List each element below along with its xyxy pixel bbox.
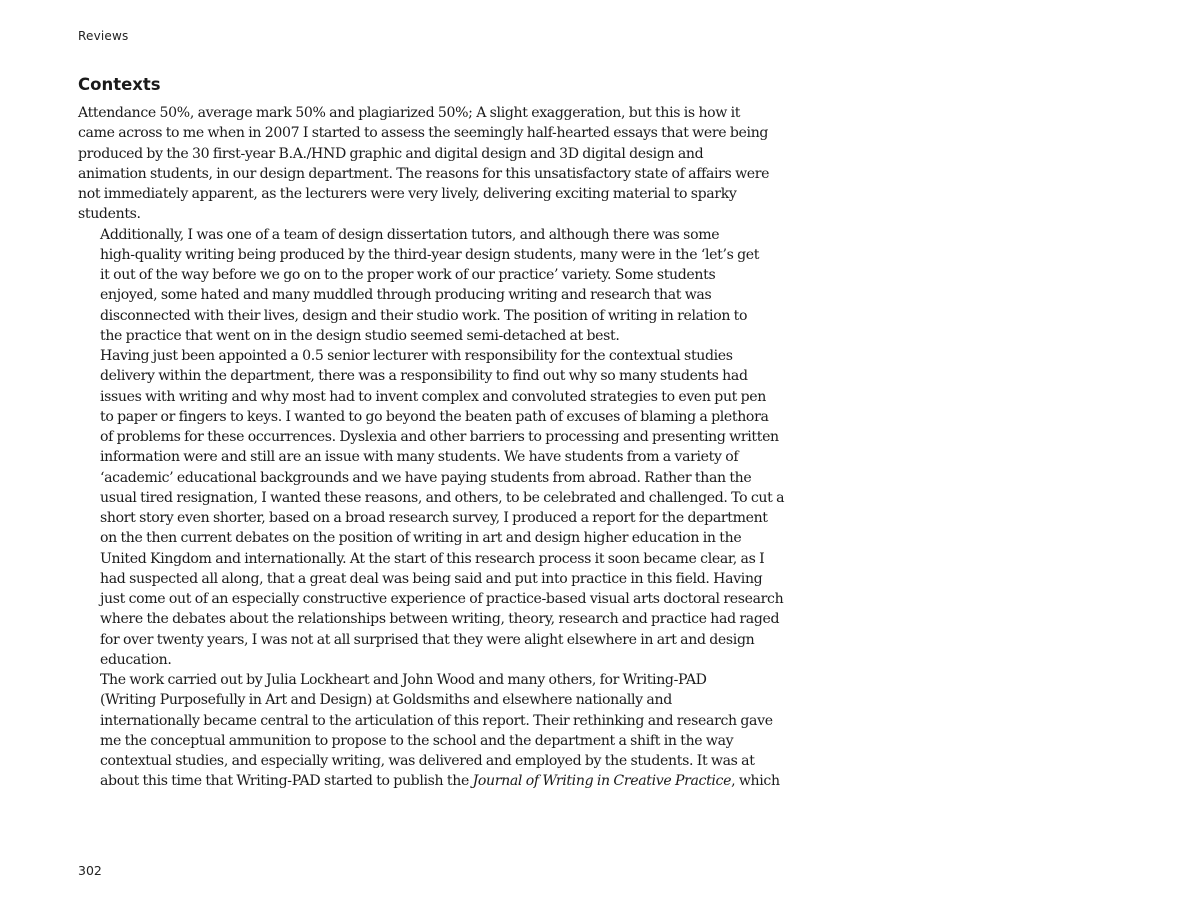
text-line: me the conceptual ammunition to propose to the school and the department a shift in the way xyxy=(100,732,734,749)
text-line-with-journal-title xyxy=(78,771,790,791)
text-line: enjoyed, some hated and many muddled through producing writing and research that was xyxy=(100,287,712,304)
text-line: education. xyxy=(100,651,172,668)
text-line: to paper or fingers to keys. I wanted to go beyond the beaten path of excuses of blaming a plethora xyxy=(100,408,769,425)
text-line: came across to me when in 2007 I started to assess the seemingly half-hearted essays that were being xyxy=(78,125,769,142)
paragraph-1 xyxy=(78,103,790,225)
text-line: produced by the 30 first-year B.A./HND graphic and digital design and 3D digital design and xyxy=(78,145,704,162)
text-line: Attendance 50%, average mark 50% and plagiarized 50%; A slight exaggeration, but this is how it xyxy=(78,105,741,121)
paragraph-4 xyxy=(78,670,790,792)
text-line: of problems for these occurrences. Dyslexia and other barriers to processing and presenting written xyxy=(100,429,779,445)
text-line: it out of the way before we go on to the proper work of our practice’ variety. Some students xyxy=(100,267,716,283)
text-line: (Writing Purposefully in Art and Design) at Goldsmiths and elsewhere nationally and xyxy=(100,692,672,709)
running-head: Reviews xyxy=(78,29,129,43)
text-line: Additionally, I was one of a team of design dissertation tutors, and although there was some xyxy=(100,226,720,243)
text-line: short story even shorter, based on a broad research survey, I produced a report for the department xyxy=(100,510,768,526)
text-line: just come out of an especially constructive experience of practice-based visual arts doctoral research xyxy=(100,591,784,607)
text-line: delivery within the department, there was a responsibility to find out why so many students had xyxy=(100,368,748,385)
text-line: information were and still are an issue with many students. We have students from a variety of xyxy=(100,449,739,466)
text-line: on the then current debates on the position of writing in art and design higher education in the xyxy=(100,530,742,547)
text-line: The work carried out by Julia Lockheart and John Wood and many others, for Writing-PAD xyxy=(100,672,707,688)
text-line: Having just been appointed a 0.5 senior lecturer with responsibility for the contextual studies xyxy=(100,348,733,364)
text-line: had suspected all along, that a great deal was being said and put into practice in this field. Having xyxy=(100,570,763,587)
text-line: students. xyxy=(78,206,141,223)
text-line: where the debates about the relationships between writing, theory, research and practice had raged xyxy=(100,611,780,628)
text-line: issues with writing and why most had to invent complex and convoluted strategies to even put pen xyxy=(100,388,767,405)
text-line: for over twenty years, I was not at all surprised that they were alight elsewhere in art and design xyxy=(100,631,755,648)
text-line: usual tired resignation, I wanted these reasons, and others, to be celebrated and challenged. To cut a xyxy=(100,489,785,506)
text-line: disconnected with their lives, design and their studio work. The position of writing in relation to xyxy=(100,307,748,324)
text-line: internationally became central to the articulation of this report. Their rethinking and research gave xyxy=(100,712,773,729)
text-line: United Kingdom and internationally. At the start of this research process it soon became clear, as I xyxy=(100,550,765,567)
paragraph-3 xyxy=(78,346,790,670)
text-run: about this time that Writing-PAD started to publish the xyxy=(100,773,473,790)
text-line: contextual studies, and especially writing, was delivered and employed by the students. It was at xyxy=(100,753,755,769)
journal-title: Journal of Writing in Creative Practice xyxy=(472,773,732,790)
text-run: , which xyxy=(731,773,780,790)
text-line: the practice that went on in the design studio seemed semi-detached at best. xyxy=(100,327,620,344)
body-text xyxy=(78,103,790,792)
section-heading: Contexts xyxy=(78,75,161,94)
page-number: 302 xyxy=(78,863,102,878)
text-line: ‘academic’ educational backgrounds and we have paying students from abroad. Rather than the xyxy=(100,469,752,486)
text-line: animation students, in our design department. The reasons for this unsatisfactory state of affairs were xyxy=(78,165,770,182)
paragraph-2 xyxy=(78,225,790,347)
text-line: not immediately apparent, as the lecturers were very lively, delivering exciting material to sparky xyxy=(78,186,737,202)
text-line: high-quality writing being produced by the third-year design students, many were in the ‘let’s get xyxy=(100,246,760,263)
